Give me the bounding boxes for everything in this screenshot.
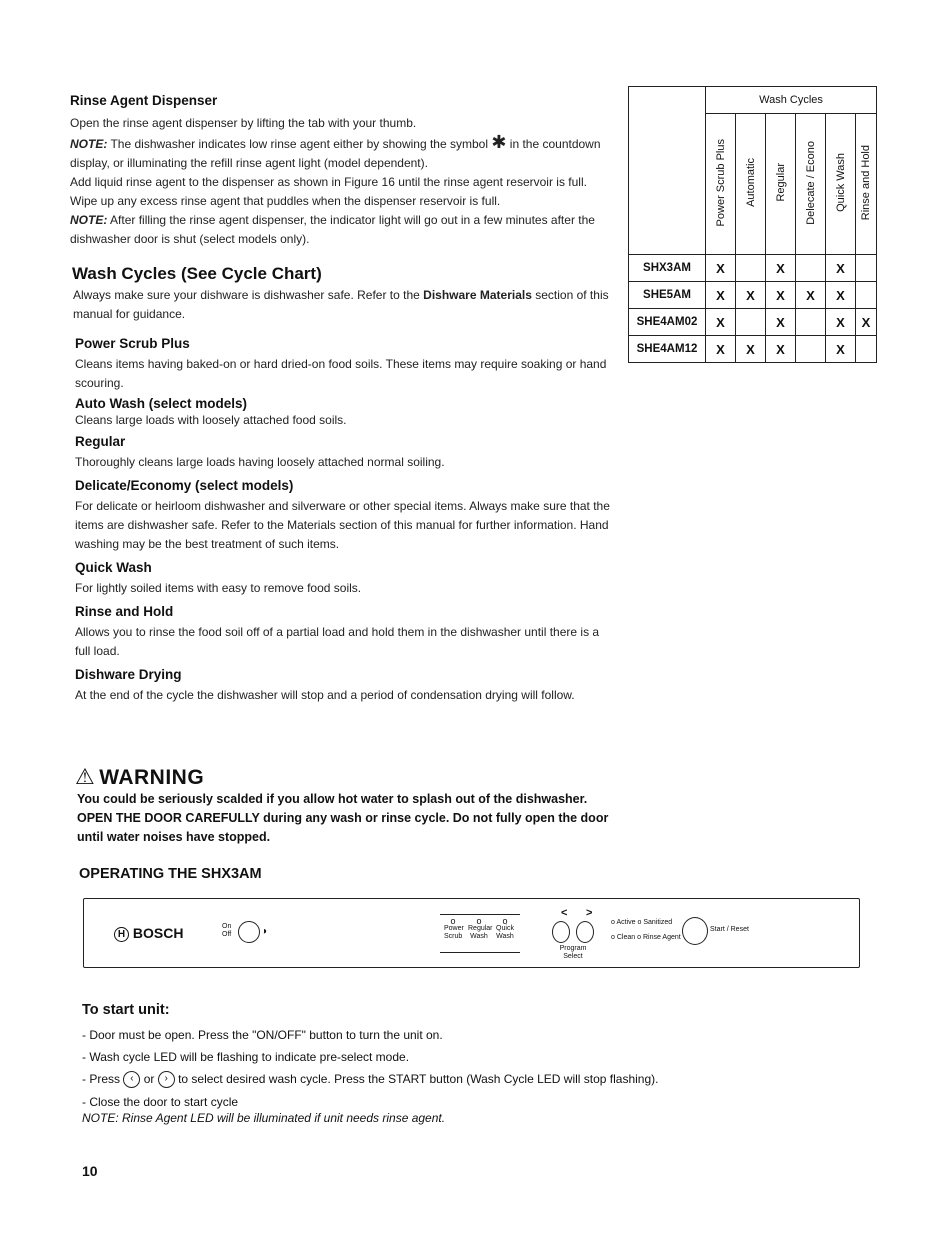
step-item: - Close the door to start cycle (82, 1095, 239, 1109)
chart-mark: X (706, 282, 736, 309)
chevron-left-icon: ‹ (123, 1071, 140, 1088)
arrow-left-label: < (561, 907, 568, 919)
chart-col-header: Regular (766, 114, 796, 255)
chart-mark: X (706, 336, 736, 363)
cycle-text: At the end of the cycle the dishwasher will stop and a period of condensation drying will follow. (75, 688, 575, 702)
wash-cycles-heading: Wash Cycles (See Cycle Chart) (72, 264, 322, 283)
arrow-right-label: > (586, 907, 593, 919)
bosch-logo: H BOSCH (114, 925, 183, 942)
chart-mark: X (826, 255, 856, 282)
cycle-chart (628, 86, 877, 363)
cycle-section (75, 396, 615, 430)
chart-mark (856, 255, 877, 282)
chart-model: SHX3AM (629, 255, 706, 282)
power-icon: ◑ (261, 926, 268, 937)
chart-mark: X (766, 336, 796, 363)
chart-mark (796, 255, 826, 282)
bosch-logo-icon: H (114, 927, 129, 942)
warning-header (75, 764, 204, 790)
cycle-regular-wash[interactable]: o Regular Wash (468, 916, 493, 940)
rinse-p3: Add liquid rinse agent to the dispenser as shown in Figure 16 until the rinse agent reservoir is full. Wipe up any excess rinse agent that puddles when the dispenser reservoir is full. (70, 175, 587, 208)
cycle-power-scrub[interactable]: o Power Scrub (444, 916, 464, 940)
chart-row (629, 255, 877, 282)
chart-mark: X (796, 282, 826, 309)
wash-cycles-intro: Always make sure your dishware is dishwasher safe. Refer to the Dishware Materials section of this manual for guidance. (73, 288, 609, 321)
chevron-right-icon: › (158, 1071, 175, 1088)
chart-mark (856, 282, 877, 309)
status-led-icon: o (637, 919, 642, 926)
chart-mark: X (766, 255, 796, 282)
chart-mark: X (706, 255, 736, 282)
warning-triangle-icon: ⚠ (75, 764, 95, 789)
warning-line: You could be seriously scalded if you allow hot water to splash out of the dishwasher. (77, 792, 588, 806)
chart-mark: X (826, 336, 856, 363)
rinse-p4: NOTE: After filling the rinse agent dispenser, the indicator light will go out in a few minutes after the dishwasher door is shut (select models only). (70, 213, 595, 246)
chart-mark: X (766, 309, 796, 336)
cycle-text: Thoroughly cleans large loads having loosely attached normal soiling. (75, 455, 445, 469)
start-unit-note: NOTE: Rinse Agent LED will be illuminated if unit needs rinse agent. (82, 1111, 446, 1125)
step-item: - Wash cycle LED will be flashing to indicate pre-select mode. (82, 1050, 410, 1064)
chart-model: SHE5AM (629, 282, 706, 309)
cycle-title: Delicate/Economy (select models) (75, 478, 294, 493)
chart-mark: X (826, 282, 856, 309)
chart-row (629, 282, 877, 309)
step-item: - Press ‹ or › to select desired wash cycle. Press the START button (Wash Cycle LED will stop flashing). (82, 1068, 722, 1090)
cycle-section (75, 478, 615, 554)
rinse-symbol-icon: ✱ (491, 132, 507, 152)
cycle-title: Power Scrub Plus (75, 336, 190, 351)
chart-mark (796, 309, 826, 336)
warning-title: WARNING (99, 766, 205, 789)
status-led-icon: o (637, 934, 642, 941)
cycle-text: Cleans items having baked-on or hard dried-on food soils. These items may require soaking or hand scouring. (75, 357, 607, 390)
chart-col-header: Automatic (736, 114, 766, 255)
cycle-text: For delicate or heirloom dishwasher and silverware or other special items. Always make sure that the items are dishwasher safe. Refer to the Materials section of this manual for further information. Hand washing may be the best treatment of such items. (75, 499, 610, 551)
cycle-text: For lightly soiled items with easy to remove food soils. (75, 581, 362, 595)
chart-col-header: Rinse and Hold (856, 114, 877, 255)
cycle-quick-wash[interactable]: o Quick Wash (496, 916, 514, 940)
cycle-title: Rinse and Hold (75, 604, 174, 619)
start-label: Start / Reset (710, 926, 749, 933)
chart-mark (856, 336, 877, 363)
cycle-title: Regular (75, 434, 126, 449)
rinse-agent-heading: Rinse Agent Dispenser (70, 93, 218, 108)
chart-mark: X (766, 282, 796, 309)
step-item: - Door must be open. Press the "ON/OFF" button to turn the unit on. (82, 1028, 443, 1042)
chart-mark: X (736, 282, 766, 309)
page-number: 10 (82, 1163, 98, 1179)
chart-mark (736, 309, 766, 336)
wash-cycle-sections (75, 336, 615, 705)
status-led-icon: o (611, 919, 615, 926)
program-right-button[interactable] (576, 921, 594, 943)
chart-mark: X (736, 336, 766, 363)
status-rinse-agent: Rinse Agent (642, 934, 681, 941)
cycle-led-icon: o (450, 916, 456, 926)
program-left-button[interactable] (552, 921, 570, 943)
control-panel (83, 898, 860, 968)
chart-mark (736, 255, 766, 282)
chart-row (629, 336, 877, 363)
rinse-p1: Open the rinse agent dispenser by lifting the tab with your thumb. (70, 116, 417, 130)
program-select-label: Program Select (559, 945, 587, 960)
cycle-title: Quick Wash (75, 560, 152, 575)
cycle-top-line (440, 914, 520, 915)
chart-corner (629, 87, 706, 255)
chart-mark: X (826, 309, 856, 336)
status-sanitized: Sanitized (643, 919, 673, 926)
start-button[interactable] (682, 917, 708, 945)
status-led-icon: o (611, 934, 615, 941)
chart-mark: X (706, 309, 736, 336)
chart-col-header: Delecate / Econo (796, 114, 826, 255)
cycle-title: Auto Wash (select models) (75, 396, 248, 411)
cycle-led-icon: o (476, 916, 482, 926)
warning-line: OPEN THE DOOR CAREFULLY during any wash or rinse cycle. Do not fully open the door until water noises have stopped. (77, 811, 609, 844)
chart-group-label: Wash Cycles (706, 87, 877, 114)
cycle-section (75, 560, 615, 598)
chart-model: SHE4AM02 (629, 309, 706, 336)
cycle-title: Dishware Drying (75, 667, 182, 682)
warning-text (77, 790, 622, 847)
chart-row (629, 309, 877, 336)
chart-model: SHE4AM12 (629, 336, 706, 363)
cycle-section (75, 667, 615, 705)
cycle-text: Allows you to rinse the food soil off of a partial load and hold them in the dishwasher until there is a full load. (75, 625, 600, 658)
on-off-button[interactable] (238, 921, 260, 943)
chart-mark: X (856, 309, 877, 336)
start-unit-steps (82, 1024, 722, 1126)
operating-heading: OPERATING THE SHX3AM (79, 866, 262, 882)
start-unit-heading: To start unit: (82, 1002, 170, 1018)
cycle-section (75, 336, 615, 393)
power-labels: On Off (222, 923, 232, 938)
cycle-section (75, 434, 615, 472)
status-active: Active (616, 919, 636, 926)
chart-col-header: Quick Wash (826, 114, 856, 255)
cycle-led-icon: o (502, 916, 508, 926)
cycle-bottom-line (440, 952, 520, 953)
status-clean: Clean (616, 934, 636, 941)
rinse-p2: NOTE: The dishwasher indicates low rinse agent either by showing the symbol ✱ in the countdown display, or illuminating the refill rinse agent light (model dependent). (70, 132, 601, 170)
chart-mark (796, 336, 826, 363)
chart-col-header: Power Scrub Plus (706, 114, 736, 255)
cycle-text: Cleans large loads with loosely attached food soils. (75, 413, 347, 427)
rinse-agent-text (70, 114, 615, 249)
cycle-section (75, 604, 615, 661)
